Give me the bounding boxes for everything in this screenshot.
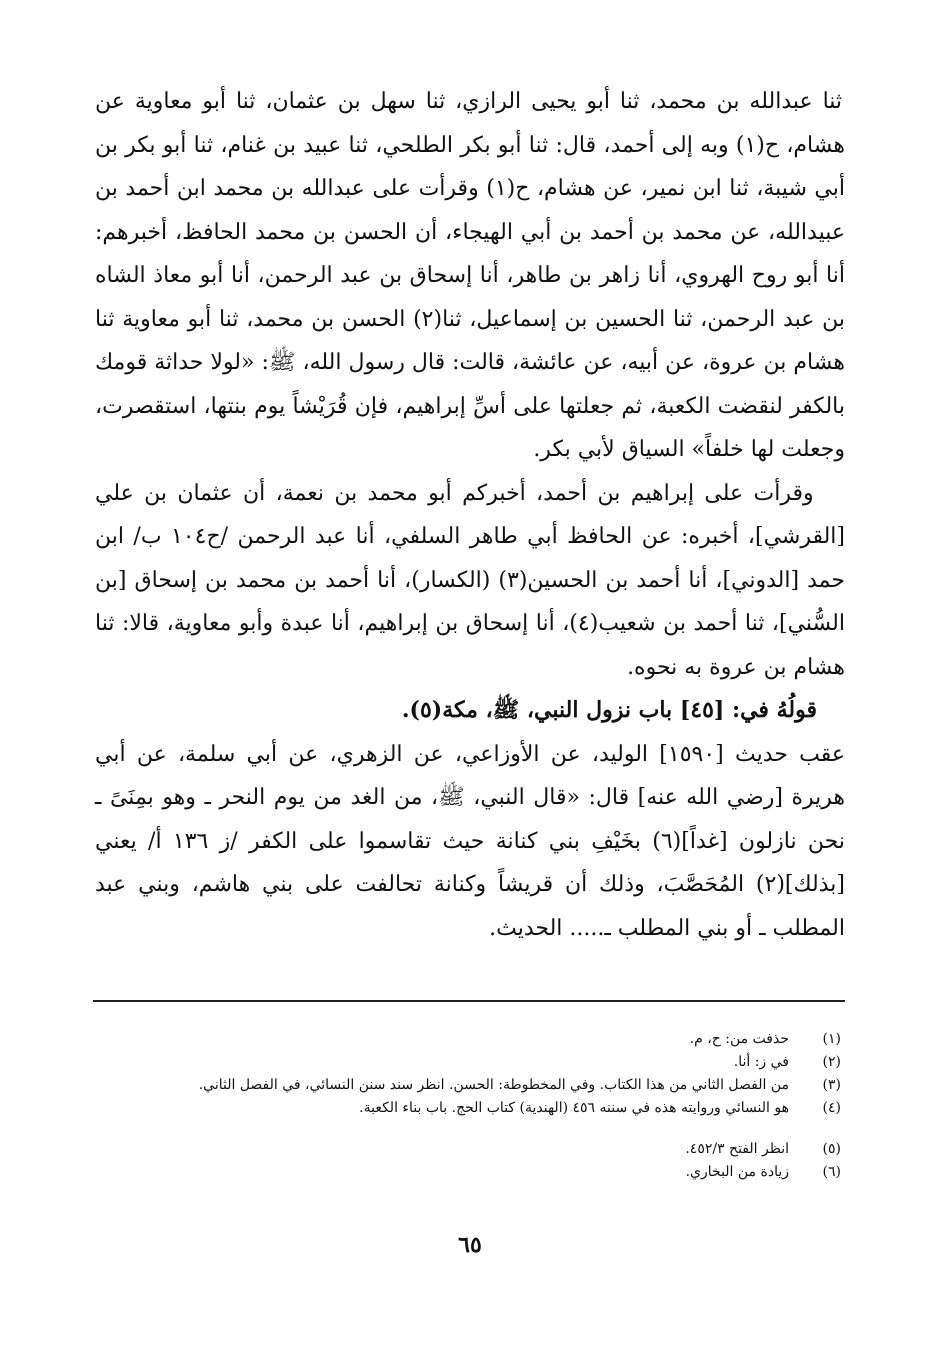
footnote-text: زيادة من البخاري. xyxy=(685,1164,789,1180)
heading-label: قولُهُ في: xyxy=(724,697,817,723)
footnote-item xyxy=(95,1051,845,1074)
text-line: أبو بكر بن أبي شيبة، ثنا ابن نمير، عن هشام، ح(١) وقرأت على عبدالله بن محمد xyxy=(95,132,845,201)
footnote-number: (٢) xyxy=(822,1054,841,1070)
heading-text: [٤٥] باب نزول النبي، ﷺ، مكة(٥). xyxy=(401,697,725,723)
footnote-text: في ز: أنا. xyxy=(733,1054,789,1070)
footnotes xyxy=(95,1028,845,1184)
footnote-text: من الفصل الثاني من هذا الكتاب. وفي المخطوطة: الحسن. انظر سند سنن النسائي، في الفصل الثاني. xyxy=(198,1077,789,1093)
text-line: ابن حمد [الدوني]، أنا أحمد بن الحسين(٣) (الكسار)، أنا أحمد بن محمد بن إسحاق xyxy=(95,524,845,593)
text-line: /ز ١٣٦ أ/ يعني [بذلك](٢) المُحَصَّبَ، وذلك أن قريشاً وكنانة تحالفت على بني xyxy=(95,828,845,897)
paragraph-hadith xyxy=(95,733,845,951)
text-line: أخبرهم: أنا أبو روح الهروي، أنا زاهر بن طاهر، أنا إسحاق بن عبد الرحمن، أنا xyxy=(95,219,845,288)
footnote-item xyxy=(95,1138,845,1161)
text-line: وقرأت على إبراهيم بن أحمد، أخبركم أبو محمد بن نعمة، أن عثمان بن علي xyxy=(95,480,814,506)
text-line: عن أبي هريرة [رضي الله عنه] قال: «قال النبي، ﷺ، من الغد من يوم النحر ـ xyxy=(95,741,845,810)
footnote-number: (٤) xyxy=(822,1100,841,1116)
text-line: [بن السُّني]، ثنا أحمد بن شعيب(٤)، أنا إسحاق بن إبراهيم، أنا عبدة وأبو xyxy=(95,567,845,636)
page-number: ٦٥ xyxy=(458,1232,482,1258)
text-line: ثنا عبدالله بن محمد، ثنا أبو يحيى الرازي، ثنا سهل بن عثمان، ثنا أبو معاوية عن xyxy=(95,89,843,114)
footnote-group xyxy=(95,1138,845,1184)
footnote-text: هو النسائي وروايته هذه في سننه ٤٥٦ (الهندية) كتاب الحج. باب بناء الكعبة. xyxy=(359,1100,789,1116)
main-text xyxy=(95,80,845,950)
text-line: هاشم، وبني عبد المطلب ـ أو بني المطلب ـ..... الحديث. xyxy=(95,872,845,941)
footnote-item xyxy=(95,1161,845,1184)
footnote-text: انظر الفتح ٤٥٢/٣. xyxy=(685,1141,789,1157)
paragraph-isnad-2 xyxy=(95,472,845,690)
text-line: عقب حديث [١٥٩٠] الوليد، عن الأوزاعي، عن الزهري، عن أبي سلمة، xyxy=(166,741,845,767)
paragraph-isnad-1 xyxy=(95,80,845,472)
text-line: أبو معاذ الشاه بن عبد الرحمن، ثنا الحسين بن إسماعيل، ثنا(٢) الحسن بن محمد، ثنا xyxy=(95,263,845,332)
text-line: وهو بمِنَىً ـ نحن نازلون [غداً](٦) بخَيْفِ بني كنانة حيث تقاسموا على الكفر xyxy=(95,785,845,854)
footnote-number: (٣) xyxy=(822,1077,841,1093)
footnote-number: (٥) xyxy=(822,1141,841,1157)
footnote-item xyxy=(95,1074,845,1097)
text-line: [القرشي]، أخبره: عن الحافظ أبي طاهر السلفي، أنا عبد الرحمن /ح١٠٤ ب/ xyxy=(123,524,845,549)
text-line: أبو معاوية ثنا هشام بن عروة، عن أبيه، عن عائشة، قالت: قال رسول الله، ﷺ: xyxy=(95,306,845,375)
footnote-divider xyxy=(93,1000,845,1002)
text-line: يوم بنتها، استقصرت، وجعلت لها خلفاً» السياق لأبي بكر. xyxy=(95,393,845,462)
footnote-item xyxy=(95,1028,845,1051)
text-line: ابن أحمد بن عبيدالله، عن محمد بن أحمد بن أبي الهيجاء، أن الحسن بن محمد الحافظ، xyxy=(95,176,846,245)
footnote-number: (١) xyxy=(822,1031,841,1047)
text-line: معاوية، قالا: ثنا هشام بن عروة به نحوه. xyxy=(95,611,845,680)
footnote-text: حذفت من: ح، م. xyxy=(689,1031,789,1047)
section-heading xyxy=(95,689,845,733)
text-line: «لولا حداثة قومك بالكفر لنقضت الكعبة، ثم جعلتها على أسِّ إبراهيم، فإن قُرَيْشاً xyxy=(95,350,845,419)
footnote-item xyxy=(95,1097,845,1120)
footnote-number: (٦) xyxy=(822,1164,841,1180)
text-line: هشام، ح(١) وبه إلى أحمد، قال: ثنا أبو بكر الطلحي، ثنا عبيد بن غنام، ثنا xyxy=(186,132,845,158)
footnote-group xyxy=(95,1028,845,1120)
